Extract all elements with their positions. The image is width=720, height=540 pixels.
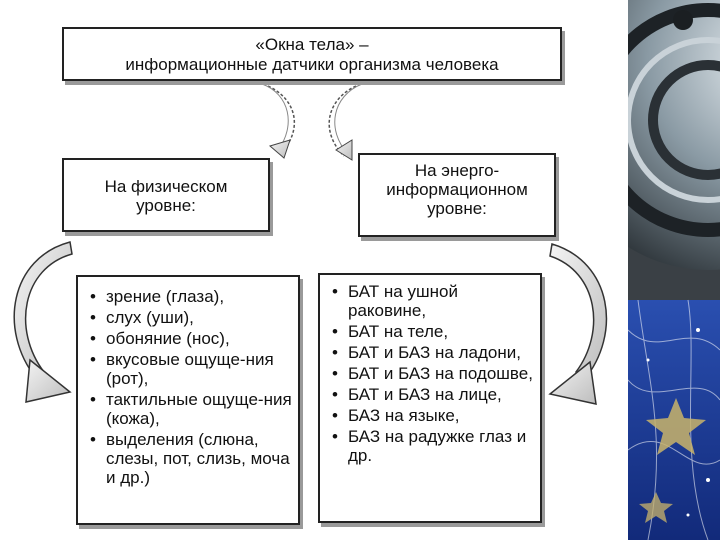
energy-heading-line-1: На энерго-	[414, 161, 500, 180]
energy-heading-line-3: уровне:	[427, 199, 487, 218]
curved-arrow-icon	[262, 84, 294, 158]
list-item: • БАТ на теле,	[330, 322, 536, 341]
curved-arrow-icon	[550, 244, 606, 404]
title-line-2: информационные датчики организма человека	[125, 55, 499, 74]
list-item: • слух (уши),	[88, 308, 292, 327]
title-box	[62, 27, 562, 81]
energy-level-list-box	[318, 273, 542, 523]
list-item: • зрение (глаза),	[88, 287, 292, 306]
list-item: • БАТ и БАЗ на лице,	[330, 385, 536, 404]
list-item: • обоняние (нос),	[88, 329, 292, 348]
list-item: • БАЗ на языке,	[330, 406, 536, 425]
decorative-photo-panel	[628, 0, 720, 540]
list-item: • тактильные ощуще-ния (кожа),	[88, 390, 292, 428]
physical-heading-line-2: уровне:	[136, 196, 196, 215]
list-item: • БАЗ на радужке глаз и др.	[330, 427, 536, 465]
curved-arrow-icon	[14, 242, 72, 402]
film-reel-image	[628, 0, 720, 540]
physical-level-heading-box	[62, 158, 270, 232]
physical-list	[88, 287, 292, 487]
physical-heading-line-1: На физическом	[104, 177, 228, 196]
curved-arrow-icon	[329, 84, 362, 160]
energy-heading-line-2: информационном	[386, 180, 528, 199]
title-line-1: «Окна тела» –	[255, 35, 369, 54]
list-item: • БАТ и БАЗ на ладони,	[330, 343, 536, 362]
physical-level-list-box	[76, 275, 300, 525]
list-item: • БАТ и БАЗ на подошве,	[330, 364, 536, 383]
energy-list	[330, 282, 536, 465]
list-item: • выделения (слюна, слезы, пот, слизь, моча и др.)	[88, 430, 292, 487]
energy-level-heading-box	[358, 153, 556, 237]
list-item: • БАТ на ушной раковине,	[330, 282, 536, 320]
list-item: • вкусовые ощуще-ния (рот),	[88, 350, 292, 388]
